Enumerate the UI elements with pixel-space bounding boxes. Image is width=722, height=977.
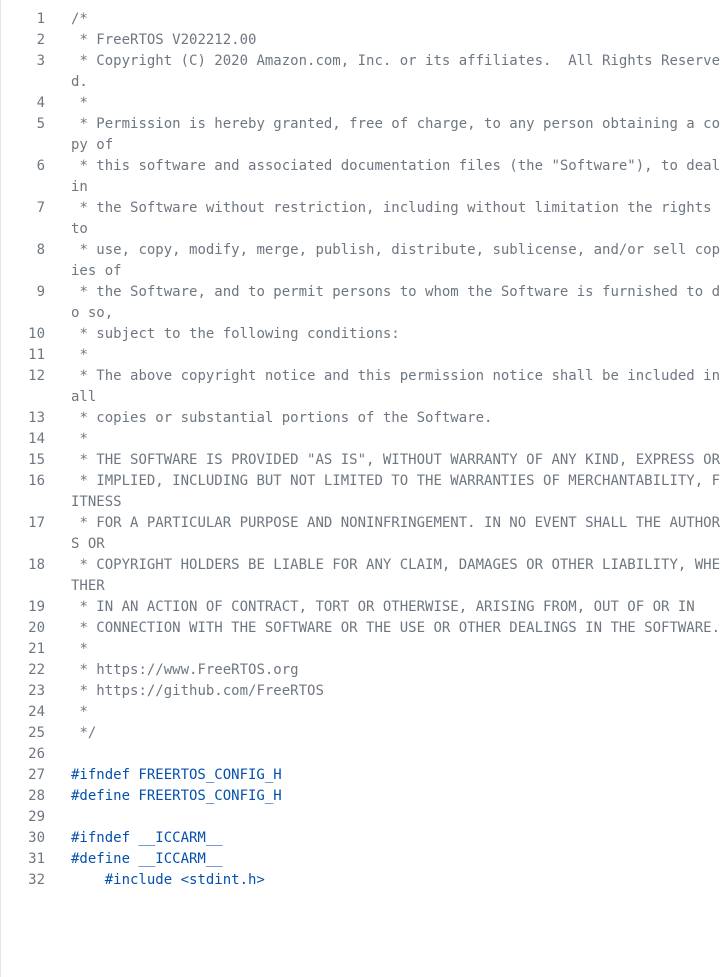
line-gutter-gap xyxy=(45,513,71,555)
line-gutter-gap xyxy=(45,240,71,282)
line-gutter-gap xyxy=(45,870,71,891)
code-line xyxy=(1,681,722,702)
line-gutter-gap xyxy=(45,345,71,366)
code-text: * FreeRTOS V202212.00 xyxy=(71,32,257,48)
code-line xyxy=(1,408,722,429)
code-line xyxy=(1,9,722,30)
code-line xyxy=(1,114,722,156)
code-text: * https://github.com/FreeRTOS xyxy=(71,683,324,699)
code-line xyxy=(1,240,722,282)
code-line xyxy=(1,807,722,828)
code-text: * IN AN ACTION OF CONTRACT, TORT OR OTHERWISE, ARISING FROM, OUT OF OR IN xyxy=(71,599,695,615)
code-text: * this software and associated documentation files (the "Software"), to deal in xyxy=(71,158,721,195)
code-text: * the Software, and to permit persons to whom the Software is furnished to do so, xyxy=(71,284,721,321)
line-gutter-gap xyxy=(45,30,71,51)
line-gutter-gap xyxy=(45,618,71,639)
line-number[interactable]: 31 xyxy=(28,851,45,867)
line-number[interactable]: 19 xyxy=(28,599,45,615)
line-gutter-gap xyxy=(45,660,71,681)
line-number[interactable]: 25 xyxy=(28,725,45,741)
code-text: #include <stdint.h> xyxy=(71,872,265,888)
line-gutter-gap xyxy=(45,765,71,786)
code-line xyxy=(1,198,722,240)
code-line xyxy=(1,471,722,513)
line-gutter-gap xyxy=(45,408,71,429)
code-line xyxy=(1,786,722,807)
code-line xyxy=(1,618,722,639)
line-gutter-gap xyxy=(45,744,71,765)
line-number[interactable]: 24 xyxy=(28,704,45,720)
code-line xyxy=(1,345,722,366)
line-number[interactable]: 32 xyxy=(28,872,45,888)
line-gutter-gap xyxy=(45,828,71,849)
line-gutter-gap xyxy=(45,702,71,723)
line-number[interactable]: 8 xyxy=(36,242,45,258)
line-gutter-gap xyxy=(45,198,71,240)
line-number[interactable]: 13 xyxy=(28,410,45,426)
line-gutter-gap xyxy=(45,849,71,870)
line-gutter-gap xyxy=(45,9,71,30)
line-gutter-gap xyxy=(45,723,71,744)
code-text: #define FREERTOS_CONFIG_H xyxy=(71,788,282,804)
line-gutter-gap xyxy=(45,429,71,450)
code-text: #define __ICCARM__ xyxy=(71,851,223,867)
code-text: */ xyxy=(71,725,97,741)
line-number[interactable]: 30 xyxy=(28,830,45,846)
code-text: * subject to the following conditions: xyxy=(71,326,400,342)
line-number[interactable]: 4 xyxy=(36,95,45,111)
code-line xyxy=(1,723,722,744)
code-text: * Copyright (C) 2020 Amazon.com, Inc. or its affiliates. All Rights Reserved. xyxy=(71,53,721,90)
code-table xyxy=(1,9,722,891)
line-number[interactable]: 20 xyxy=(28,620,45,636)
line-gutter-gap xyxy=(45,807,71,828)
code-line xyxy=(1,639,722,660)
code-line xyxy=(1,324,722,345)
code-line xyxy=(1,870,722,891)
code-line xyxy=(1,366,722,408)
line-gutter-gap xyxy=(45,93,71,114)
code-text: * IMPLIED, INCLUDING BUT NOT LIMITED TO THE WARRANTIES OF MERCHANTABILITY, FITNESS xyxy=(71,473,721,510)
code-text: * COPYRIGHT HOLDERS BE LIABLE FOR ANY CLAIM, DAMAGES OR OTHER LIABILITY, WHETHER xyxy=(71,557,721,594)
code-line xyxy=(1,450,722,471)
code-text: * xyxy=(71,704,88,720)
code-text: #ifndef __ICCARM__ xyxy=(71,830,223,846)
code-line xyxy=(1,660,722,681)
line-number[interactable]: 17 xyxy=(28,515,45,531)
code-text xyxy=(71,744,722,765)
line-gutter-gap xyxy=(45,786,71,807)
code-line xyxy=(1,828,722,849)
code-text: * xyxy=(71,347,88,363)
code-text: * https://www.FreeRTOS.org xyxy=(71,662,299,678)
code-line xyxy=(1,93,722,114)
line-gutter-gap xyxy=(45,324,71,345)
code-line xyxy=(1,597,722,618)
code-lines xyxy=(1,9,722,891)
line-gutter-gap xyxy=(45,639,71,660)
line-gutter-gap xyxy=(45,471,71,513)
line-number[interactable]: 5 xyxy=(36,116,45,132)
line-gutter-gap xyxy=(45,282,71,324)
line-number[interactable]: 23 xyxy=(28,683,45,699)
line-number[interactable]: 27 xyxy=(28,767,45,783)
code-line xyxy=(1,156,722,198)
line-number[interactable]: 11 xyxy=(28,347,45,363)
code-text: /* xyxy=(71,11,88,27)
line-number[interactable]: 26 xyxy=(28,746,45,762)
code-line xyxy=(1,429,722,450)
code-line xyxy=(1,765,722,786)
line-number[interactable]: 21 xyxy=(28,641,45,657)
code-line xyxy=(1,555,722,597)
code-text: * use, copy, modify, merge, publish, distribute, sublicense, and/or sell copies of xyxy=(71,242,721,279)
code-line xyxy=(1,282,722,324)
code-text: * CONNECTION WITH THE SOFTWARE OR THE USE OR OTHER DEALINGS IN THE SOFTWARE. xyxy=(71,620,721,636)
code-text: * the Software without restriction, including without limitation the rights to xyxy=(71,200,721,237)
code-line xyxy=(1,702,722,723)
line-gutter-gap xyxy=(45,114,71,156)
line-number[interactable]: 18 xyxy=(28,557,45,573)
line-gutter-gap xyxy=(45,450,71,471)
code-text xyxy=(71,807,722,828)
line-number[interactable]: 12 xyxy=(28,368,45,384)
line-number[interactable]: 2 xyxy=(36,32,45,48)
line-number[interactable]: 14 xyxy=(28,431,45,447)
line-gutter-gap xyxy=(45,681,71,702)
line-gutter-gap xyxy=(45,51,71,93)
code-line xyxy=(1,849,722,870)
line-gutter-gap xyxy=(45,366,71,408)
code-text: * xyxy=(71,641,88,657)
code-text: * THE SOFTWARE IS PROVIDED "AS IS", WITHOUT WARRANTY OF ANY KIND, EXPRESS OR xyxy=(71,452,721,468)
line-gutter-gap xyxy=(45,555,71,597)
line-number[interactable]: 15 xyxy=(28,452,45,468)
line-number[interactable]: 29 xyxy=(28,809,45,825)
code-line xyxy=(1,30,722,51)
code-text: * copies or substantial portions of the Software. xyxy=(71,410,493,426)
line-gutter-gap xyxy=(45,156,71,198)
code-text: * xyxy=(71,95,88,111)
code-text: * FOR A PARTICULAR PURPOSE AND NONINFRINGEMENT. IN NO EVENT SHALL THE AUTHORS OR xyxy=(71,515,721,552)
line-number[interactable]: 22 xyxy=(28,662,45,678)
code-text: * Permission is hereby granted, free of charge, to any person obtaining a copy of xyxy=(71,116,721,153)
line-number[interactable]: 3 xyxy=(36,53,45,69)
code-line xyxy=(1,744,722,765)
line-number[interactable]: 10 xyxy=(28,326,45,342)
line-number[interactable]: 9 xyxy=(36,284,45,300)
line-number[interactable]: 28 xyxy=(28,788,45,804)
line-number[interactable]: 16 xyxy=(28,473,45,489)
line-number[interactable]: 6 xyxy=(36,158,45,174)
code-line xyxy=(1,513,722,555)
code-line xyxy=(1,51,722,93)
line-number[interactable]: 7 xyxy=(36,200,45,216)
line-gutter-gap xyxy=(45,597,71,618)
code-text: * The above copyright notice and this permission notice shall be included in all xyxy=(71,368,721,405)
code-text: * xyxy=(71,431,88,447)
code-text: #ifndef FREERTOS_CONFIG_H xyxy=(71,767,282,783)
line-number[interactable]: 1 xyxy=(36,11,45,27)
